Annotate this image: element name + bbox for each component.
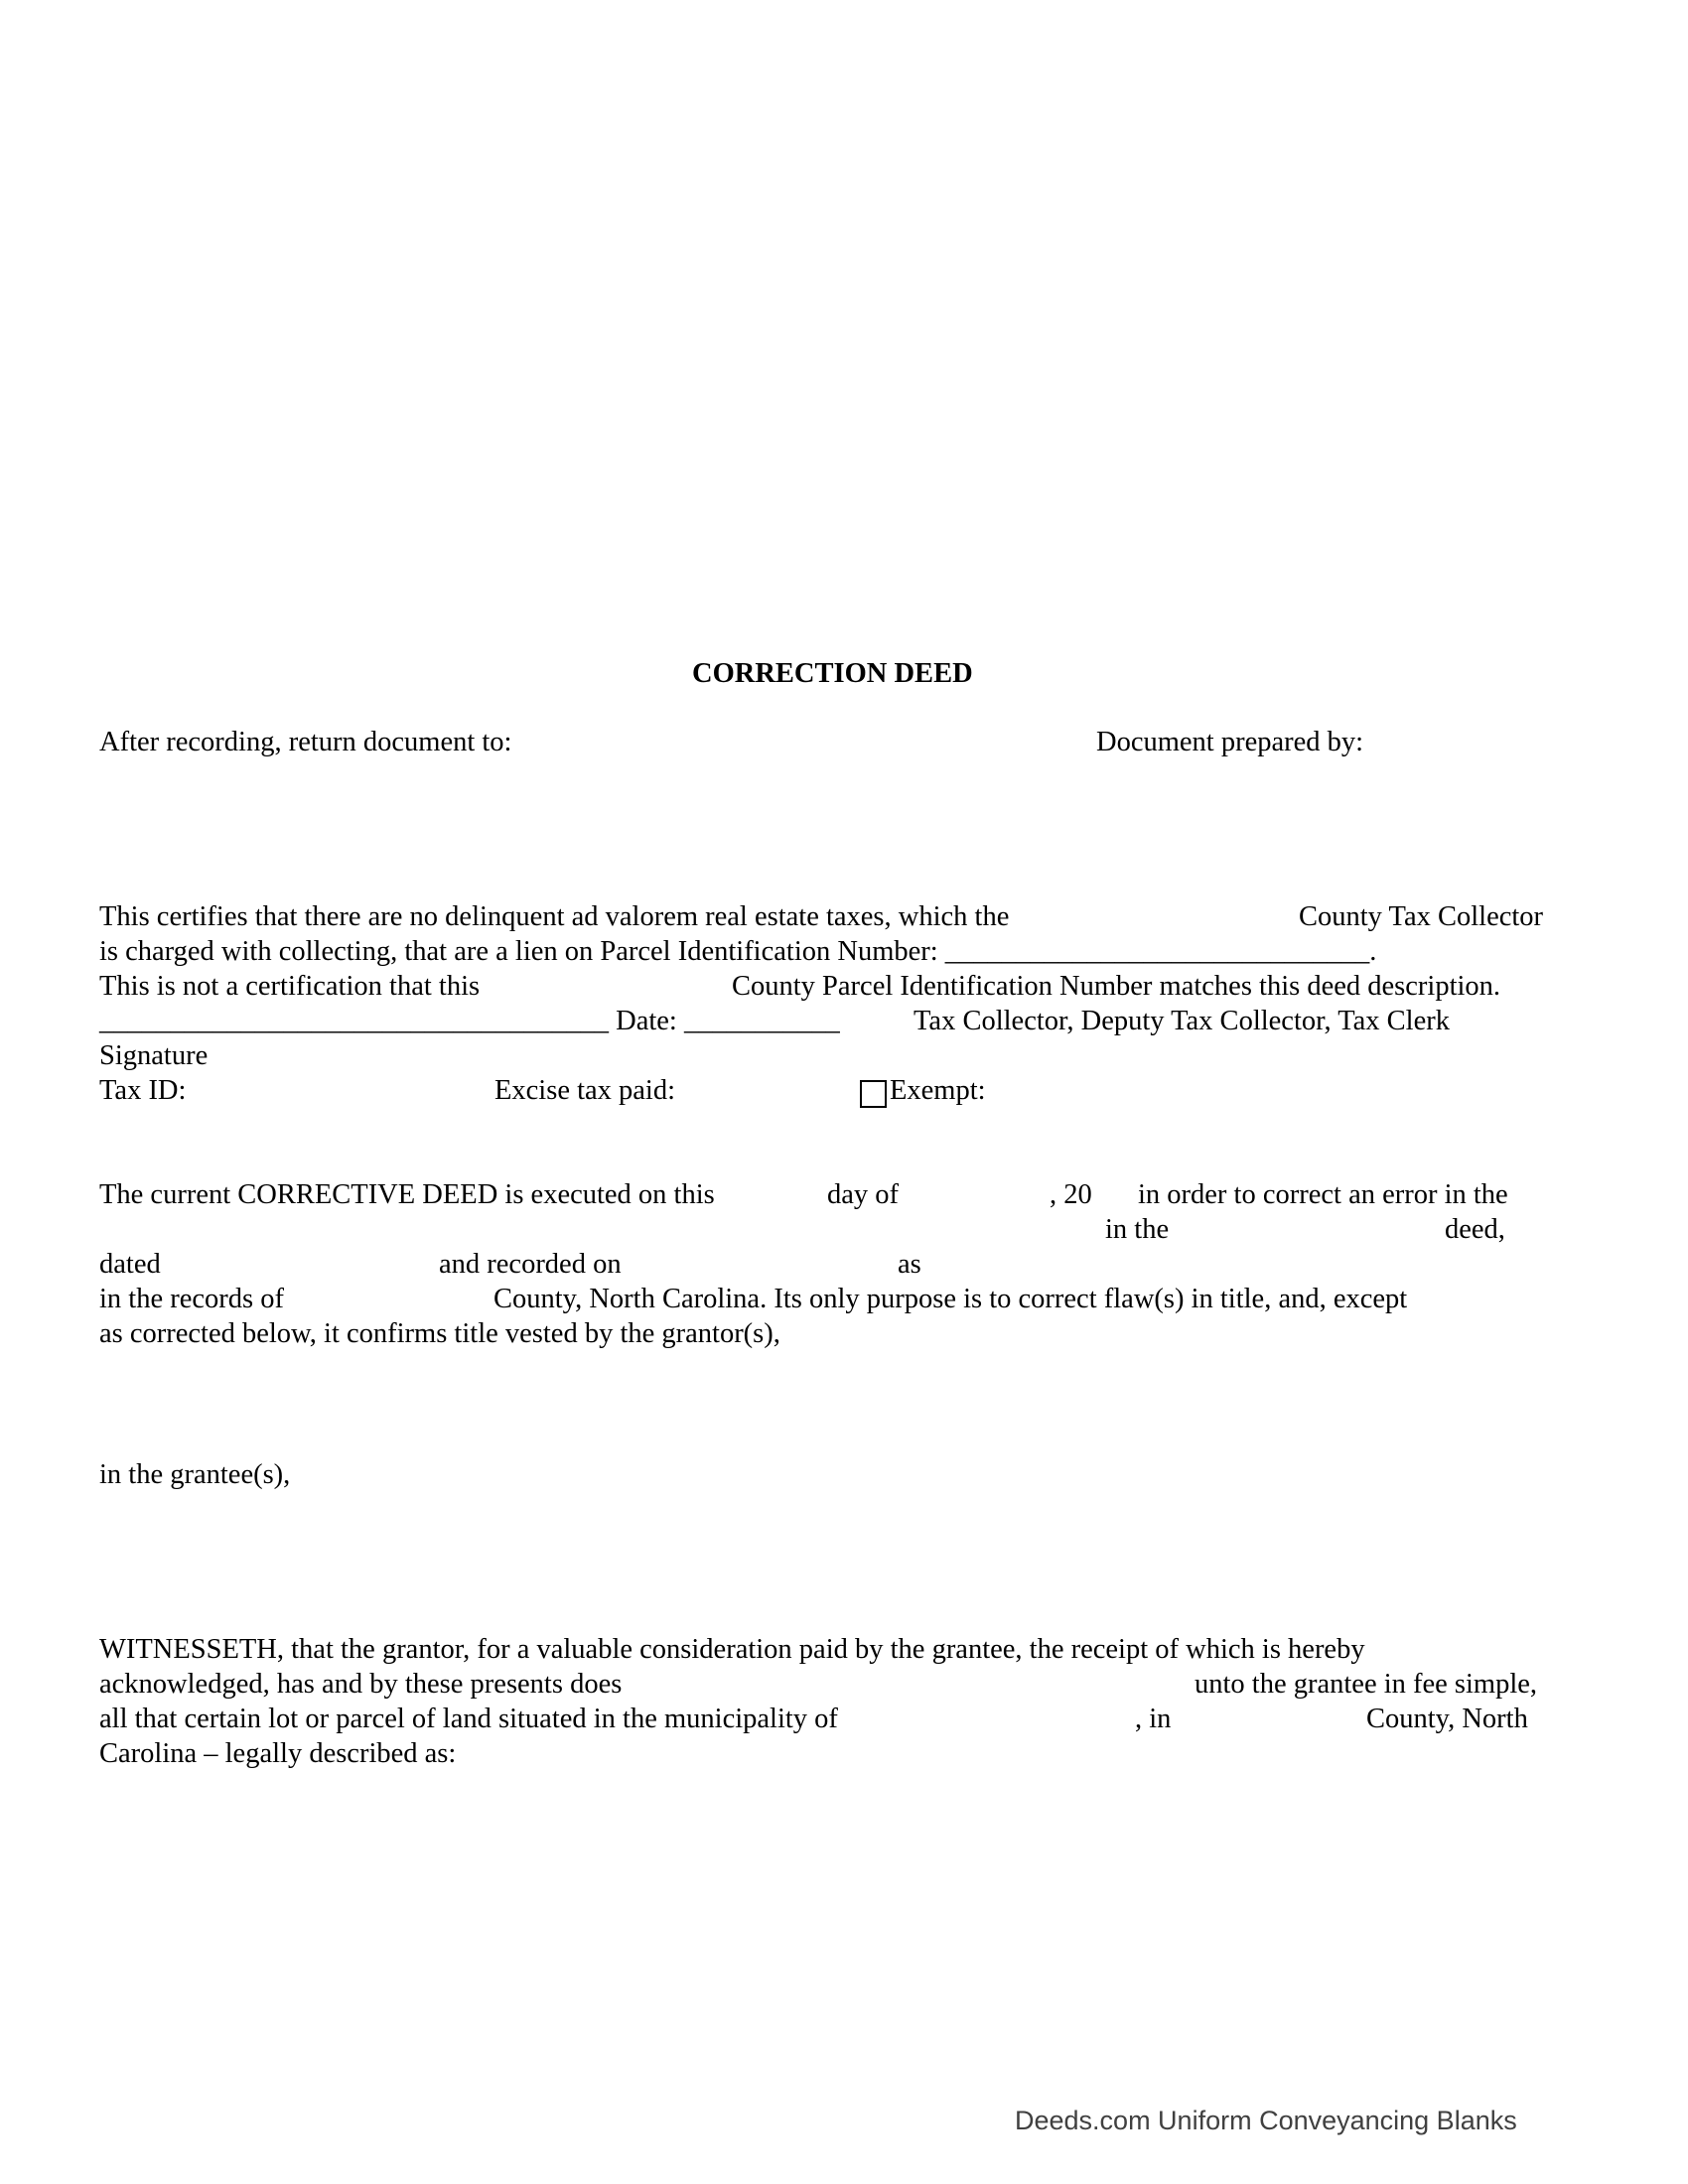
corrective-line-4b: County, North Carolina. Its only purpose is to correct flaw(s) in title, and, except: [493, 1284, 1408, 1314]
corrective-line-2a: in the: [1105, 1214, 1170, 1245]
corrective-line-3a: dated: [99, 1249, 161, 1280]
excise-tax-label: Excise tax paid:: [494, 1075, 676, 1106]
footer-source: Deeds.com Uniform Conveyancing Blanks: [1015, 2106, 1517, 2135]
corrective-line-4a: in the records of: [99, 1284, 284, 1314]
tax-cert-line-2: is charged with collecting, that are a lien on Parcel Identification Number: ______________________________.: [99, 936, 1377, 967]
witnesseth-line-1: WITNESSETH, that the grantor, for a valuable consideration paid by the grantee, the receipt of which is hereby: [99, 1634, 1365, 1665]
tax-id-label: Tax ID:: [99, 1075, 187, 1106]
tax-cert-line-3a: This is not a certification that this: [99, 971, 481, 1002]
grantee-label: in the grantee(s),: [99, 1459, 291, 1490]
tax-cert-line-1b: County Tax Collector: [1299, 901, 1544, 932]
corrective-line-3b: and recorded on: [439, 1249, 622, 1280]
witnesseth-line-2b: unto the grantee in fee simple,: [1195, 1669, 1538, 1700]
tax-cert-line-1a: This certifies that there are no delinquent ad valorem real estate taxes, which the: [99, 901, 1010, 932]
tax-cert-line-3b: County Parcel Identification Number matches this deed description.: [732, 971, 1501, 1002]
corrective-line-3c: as: [898, 1249, 921, 1280]
corrective-line-1b: day of: [827, 1179, 900, 1210]
witnesseth-line-3c: County, North: [1366, 1704, 1528, 1734]
witnesseth-line-3b: , in: [1135, 1704, 1172, 1734]
document-title: CORRECTION DEED: [692, 658, 973, 689]
witnesseth-line-4: Carolina – legally described as:: [99, 1738, 457, 1769]
tax-cert-line-4a: ____________________________________ Date: ___________: [99, 1006, 840, 1036]
signature-label: Signature: [99, 1040, 209, 1071]
witnesseth-line-3a: all that certain lot or parcel of land situated in the municipality of: [99, 1704, 838, 1734]
return-to-label: After recording, return document to:: [99, 727, 512, 757]
corrective-line-2b: deed,: [1445, 1214, 1505, 1245]
tax-cert-line-4b: Tax Collector, Deputy Tax Collector, Tax Clerk: [914, 1006, 1450, 1036]
exempt-checkbox[interactable]: [860, 1080, 887, 1108]
corrective-line-1d: in order to correct an error in the: [1138, 1179, 1508, 1210]
prepared-by-label: Document prepared by:: [1096, 727, 1364, 757]
witnesseth-line-2a: acknowledged, has and by these presents does: [99, 1669, 623, 1700]
exempt-label: Exempt:: [890, 1075, 986, 1106]
corrective-line-1c: , 20: [1050, 1179, 1092, 1210]
corrective-line-5: as corrected below, it confirms title vested by the grantor(s),: [99, 1318, 780, 1349]
corrective-line-1a: The current CORRECTIVE DEED is executed on this: [99, 1179, 715, 1210]
